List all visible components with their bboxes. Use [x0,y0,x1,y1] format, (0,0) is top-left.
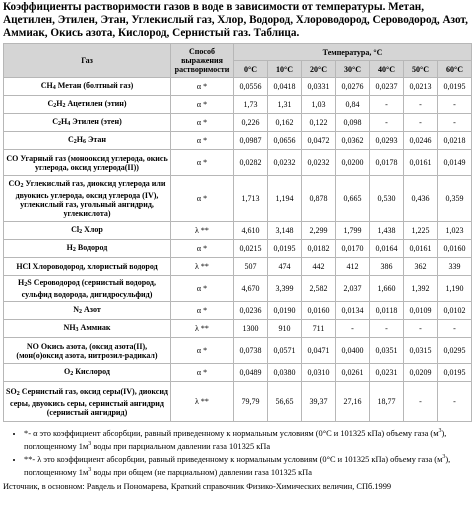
method-cell: α * [171,150,234,176]
value-cell: 0,665 [336,176,370,222]
value-cell: 0,0102 [438,302,472,320]
temp-header: 30°С [336,61,370,78]
value-cell: 1,713 [234,176,268,222]
value-cell: 474 [268,258,302,276]
value-cell: 18,77 [370,382,404,422]
method-cell: α * [171,132,234,150]
value-cell: 0,0351 [370,338,404,364]
method-cell: α * [171,338,234,364]
value-cell: 0,0656 [268,132,302,150]
gas-name-cell: C2H4 Этилен (этен) [4,114,171,132]
value-cell: 56,65 [268,382,302,422]
gas-name-cell: C2H2 Ацетилен (этин) [4,96,171,114]
gas-name-cell: H2 Водород [4,240,171,258]
gas-name-cell: N2 Азот [4,302,171,320]
table-row [4,114,472,132]
value-cell: 0,0213 [404,78,438,96]
value-cell: 0,0231 [370,364,404,382]
value-cell: - [438,114,472,132]
value-cell: 0,0471 [302,338,336,364]
value-cell: 2,299 [302,222,336,240]
value-cell: 0,0261 [336,364,370,382]
table-row [4,132,472,150]
footnote-alpha: • *- α это коэффициент абсорбции, равный приведенному к нормальным условиям (0°С и 101325 кПа) объему газа $(м^3)$, поглощенному $1м^3$ воды при парциальном давлении газа 101325 кПа [24,426,471,452]
method-cell: α * [171,96,234,114]
gas-name-cell: NO Окись азота, (оксид азота(II), (мон(о)оксид азота, нитрозил-радикал) [4,338,171,364]
value-cell: 507 [234,258,268,276]
value-cell: 0,0295 [438,338,472,364]
value-cell: 386 [370,258,404,276]
value-cell: 1,31 [268,96,302,114]
value-cell: 0,0293 [370,132,404,150]
value-cell: 0,0161 [404,150,438,176]
value-cell: 0,0160 [438,240,472,258]
value-cell: 0,0400 [336,338,370,364]
value-cell: 1,194 [268,176,302,222]
value-cell: 0,0738 [234,338,268,364]
value-cell: 0,0200 [336,150,370,176]
value-cell: 1,03 [302,96,336,114]
value-cell: 0,162 [268,114,302,132]
value-cell: - [370,114,404,132]
value-cell: 0,878 [302,176,336,222]
value-cell: 339 [438,258,472,276]
method-column-header: Способ выражения растворимости [171,44,234,78]
value-cell: 0,530 [370,176,404,222]
method-cell: α * [171,78,234,96]
value-cell: 0,0489 [234,364,268,382]
temp-header: 10°С [268,61,302,78]
method-cell: α * [171,176,234,222]
gas-name-cell: O2 Кислород [4,364,171,382]
value-cell: 0,359 [438,176,472,222]
value-cell: 4,670 [234,276,268,302]
value-cell: - [438,96,472,114]
value-cell: 1300 [234,320,268,338]
table-row [4,150,472,176]
value-cell: 0,0310 [302,364,336,382]
method-cell: λ ** [171,222,234,240]
value-cell: 0,436 [404,176,438,222]
value-cell: 0,0276 [336,78,370,96]
solubility-table [3,43,472,422]
footnotes [14,426,471,478]
value-cell: 0,226 [234,114,268,132]
value-cell: 1,023 [438,222,472,240]
temp-header: 20°С [302,61,336,78]
table-row [4,320,472,338]
gas-column-header: Газ [4,44,171,78]
value-cell: 1,660 [370,276,404,302]
value-cell: 1,392 [404,276,438,302]
table-row [4,338,472,364]
value-cell: 27,16 [336,382,370,422]
value-cell: 0,0170 [336,240,370,258]
value-cell: 0,0190 [268,302,302,320]
value-cell: 0,0109 [404,302,438,320]
value-cell: 1,799 [336,222,370,240]
value-cell: 0,0331 [302,78,336,96]
temp-header: 60°С [438,61,472,78]
value-cell: 0,122 [302,114,336,132]
value-cell: - [336,320,370,338]
value-cell: 0,0178 [370,150,404,176]
gas-name-cell: HCl Хлороводород, хлористый водород [4,258,171,276]
table-row [4,176,472,222]
gas-name-cell: CO2 Углекислый газ, диоксид углерода или двуокись углерода, оксид углерода (IV), углекислый газ, угольный ангидрид, углекислота) [4,176,171,222]
table-row [4,96,472,114]
value-cell: 0,0987 [234,132,268,150]
table-row [4,302,472,320]
table-row [4,222,472,240]
value-cell: 0,0195 [438,78,472,96]
value-cell: 0,0282 [234,150,268,176]
value-cell: - [370,96,404,114]
value-cell: 79,79 [234,382,268,422]
value-cell: - [404,320,438,338]
gas-name-cell: CO Угарный газ (монооксид углерода, окись углерода, оксид углерода(II)) [4,150,171,176]
value-cell: 0,0195 [438,364,472,382]
value-cell: 0,0571 [268,338,302,364]
method-cell: α * [171,276,234,302]
method-cell: α * [171,364,234,382]
value-cell: 0,0232 [268,150,302,176]
gas-name-cell: NH3 Аммиак [4,320,171,338]
value-cell: 0,0472 [302,132,336,150]
value-cell: - [404,114,438,132]
value-cell: 0,0418 [268,78,302,96]
method-cell: λ ** [171,320,234,338]
gas-name-cell: SO2 Сернистый газ, оксид серы(IV), диоксид серы, двуокись серы, сернистый ангидрид (сернистый ангидрид) [4,382,171,422]
value-cell: 0,0182 [302,240,336,258]
value-cell: 0,0215 [234,240,268,258]
value-cell: 2,582 [302,276,336,302]
value-cell: - [404,382,438,422]
value-cell: 2,037 [336,276,370,302]
value-cell: 0,0195 [268,240,302,258]
value-cell: 1,190 [438,276,472,302]
value-cell: - [370,320,404,338]
value-cell: 39,37 [302,382,336,422]
gas-name-cell: H2S Сероводород (сернистый водород, сульфид водорода, дигидросульфид) [4,276,171,302]
value-cell: 0,0209 [404,364,438,382]
value-cell: 1,225 [404,222,438,240]
footnote-lambda: • **- λ это коэффициент абсорбции, равный приведенному к нормальным условиям (0°С и 101325 кПа) объему газа $(м^3)$, поглощенному $1м^3$ воды при общем (не парциальном) давлении газа 101325 кПа [24,452,471,478]
value-cell: 0,0134 [336,302,370,320]
value-cell: 0,0118 [370,302,404,320]
gas-name-cell: Cl2 Хлор [4,222,171,240]
value-cell: 442 [302,258,336,276]
temp-header: 50°С [404,61,438,78]
value-cell: 711 [302,320,336,338]
value-cell: 0,0237 [370,78,404,96]
value-cell: 0,0236 [234,302,268,320]
gas-name-cell: C2H6 Этан [4,132,171,150]
value-cell: 910 [268,320,302,338]
value-cell: 362 [404,258,438,276]
value-cell: 0,0164 [370,240,404,258]
method-cell: λ ** [171,258,234,276]
table-row [4,276,472,302]
value-cell: 0,0149 [438,150,472,176]
value-cell: 0,0161 [404,240,438,258]
value-cell: - [438,382,472,422]
source-note: Источник, в основном: Равдель и Пономарева, Краткий справочник Физико-Химических величин, СПб.1999 [3,482,392,491]
method-cell: α * [171,114,234,132]
temp-header: 40°С [370,61,404,78]
table-row [4,240,472,258]
gas-name-cell: CH4 Метан (болтный газ) [4,78,171,96]
value-cell: 412 [336,258,370,276]
value-cell: 0,0315 [404,338,438,364]
value-cell: 0,0246 [404,132,438,150]
method-cell: λ ** [171,382,234,422]
table-row [4,258,472,276]
value-cell: 1,73 [234,96,268,114]
value-cell: 0,0556 [234,78,268,96]
value-cell: 3,148 [268,222,302,240]
value-cell: 0,0232 [302,150,336,176]
page-title: Коэффициенты растворимости газов в воде в зависимости от температуры. Метан, Ацетилен, Этилен, Этан, Углекислый газ, Хлор, Водород, Хлороводород, Сероводород, Азот, Аммиак, Окись азота, Кислород, Сернистый газ. Таблица. [3,1,468,39]
value-cell: 0,0362 [336,132,370,150]
value-cell: - [404,96,438,114]
value-cell: 0,098 [336,114,370,132]
value-cell: 0,0218 [438,132,472,150]
temperature-column-header: Температура, °С [234,44,472,61]
value-cell: 0,84 [336,96,370,114]
value-cell: 3,399 [268,276,302,302]
value-cell: 1,438 [370,222,404,240]
value-cell: 4,610 [234,222,268,240]
temp-header: 0°С [234,61,268,78]
method-cell: α * [171,302,234,320]
value-cell: 0,0160 [302,302,336,320]
method-cell: α * [171,240,234,258]
table-row [4,382,472,422]
value-cell: 0,0380 [268,364,302,382]
table-row [4,78,472,96]
value-cell: - [438,320,472,338]
table-row [4,364,472,382]
